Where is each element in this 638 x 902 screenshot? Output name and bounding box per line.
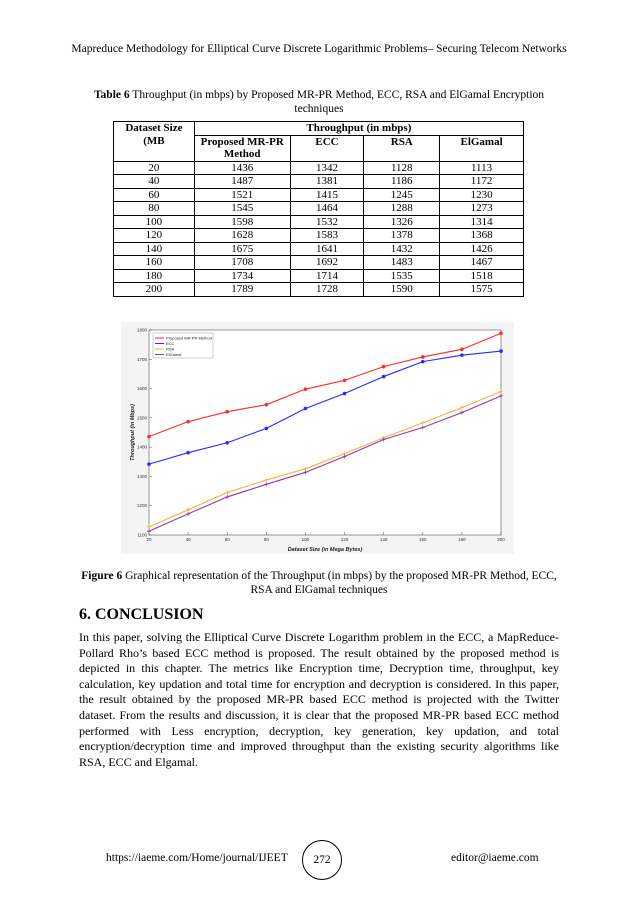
journal-url-link[interactable]: https://iaeme.com/Home/journal/IJEET [106,852,288,864]
y-tick-label: 1300 [136,473,147,479]
table-cell: 1641 [290,242,364,256]
legend-entry: RSA [166,346,175,352]
table-cell: 1467 [440,256,524,270]
x-tick-label: 120 [340,537,349,542]
table-cell: 1483 [364,256,440,270]
x-tick-label: 60 [224,537,230,542]
table-caption-text: Throughput (in mbps) by Proposed MR-PR Method, ECC, RSA and ElGamal Encryption techniques [129,89,545,115]
table-cell: 1487 [194,175,290,189]
table-row [114,242,524,256]
y-tick-label: 1400 [136,444,147,450]
table-cell: 1172 [440,175,524,189]
throughput-figure [121,322,514,554]
header-dataset-size: Dataset Size (MB [114,122,195,162]
legend-entry: ECC [166,341,175,346]
y-axis-label: Throughput (in Mbps) [130,404,136,461]
table-cell: 1532 [290,215,364,229]
table-cell: 1342 [290,161,364,175]
table-cell: 100 [114,215,195,229]
table-cell: 1464 [290,202,364,216]
table-cell: 1628 [194,229,290,243]
table-row [114,202,524,216]
table-cell: 1230 [440,188,524,202]
figure-caption-label: Figure 6 [81,570,123,582]
table-cell: 1598 [194,215,290,229]
table-cell: 1186 [364,175,440,189]
table-cell: 140 [114,242,195,256]
table-row [114,269,524,283]
data-point [147,462,151,466]
table-cell: 1575 [440,283,524,297]
table-cell: 1326 [364,215,440,229]
figure-caption-text: Graphical representation of the Throughput (in mbps) by the proposed MR-PR Method, ECC, RSA and ElGamal techniques [122,570,557,596]
table-cell: 180 [114,269,195,283]
table-cell: 1714 [290,269,364,283]
data-point [460,348,464,352]
x-tick-label: 80 [263,537,269,542]
table-cell: 160 [114,256,195,270]
page-number: 272 [302,840,342,880]
y-tick-label: 1500 [136,415,147,421]
table-cell: 1728 [290,283,364,297]
data-point [343,379,347,383]
x-tick-label: 160 [419,537,427,542]
table-cell: 1583 [290,229,364,243]
data-point [186,451,190,455]
table-row [114,215,524,229]
header-rsa: RSA [364,135,440,161]
table-cell: 1415 [290,188,364,202]
section-heading: 6. CONCLUSION [79,606,204,623]
data-point [499,349,503,353]
data-point [147,435,151,439]
data-point [186,420,190,424]
table-caption-label: Table 6 [93,89,130,101]
table-cell: 80 [114,202,195,216]
throughput-table [113,121,524,297]
table-cell: 1113 [440,161,524,175]
email-link[interactable]: editor@iaeme.com [451,852,539,864]
table-row [114,188,524,202]
header-throughput-group: Throughput (in mbps) [194,122,523,136]
table-cell: 1590 [364,283,440,297]
table-cell: 1789 [194,283,290,297]
data-point [265,427,269,431]
table-cell: 1692 [290,256,364,270]
header-mrpr: Proposed MR-PR Method [194,135,290,161]
table-cell: 1436 [194,161,290,175]
page-footer [0,840,638,880]
header-elgamal: ElGamal [440,135,524,161]
data-point [460,353,464,357]
table-cell: 1518 [440,269,524,283]
data-point [499,331,503,335]
data-point [421,360,425,364]
x-tick-label: 140 [379,537,388,542]
table-cell: 1273 [440,202,524,216]
table-cell: 1521 [194,188,290,202]
x-axis-label: Dataset Size (in Mega Bytes) [287,547,363,553]
table-row [114,283,524,297]
data-point [343,392,347,396]
table-row [114,256,524,270]
table-cell: 1288 [364,202,440,216]
table-row [114,229,524,243]
table-cell: 1368 [440,229,524,243]
y-tick-label: 1700 [136,356,147,362]
data-point [265,403,269,407]
table-cell: 1426 [440,242,524,256]
table-cell: 60 [114,188,195,202]
table-cell: 20 [114,161,195,175]
data-point [225,441,229,445]
throughput-line-chart [121,322,514,554]
table-cell: 1245 [364,188,440,202]
y-tick-label: 1800 [136,327,147,333]
table-cell: 200 [114,283,195,297]
data-point [382,365,386,369]
table-caption [70,88,568,116]
figure-caption [70,569,568,597]
table-cell: 1381 [290,175,364,189]
y-tick-label: 1200 [136,503,147,509]
table-cell: 40 [114,175,195,189]
data-point [304,407,308,411]
x-tick-label: 20 [146,537,152,542]
table-cell: 1128 [364,161,440,175]
data-point [304,387,308,391]
x-tick-label: 100 [301,537,310,542]
x-tick-label: 200 [497,537,505,542]
data-point [382,375,386,379]
table-cell: 1378 [364,229,440,243]
running-header: Mapreduce Methodology for Elliptical Curve Discrete Logarithmic Problems– Securing Telecom Networks [71,43,567,55]
table-row [114,175,524,189]
table-cell: 1734 [194,269,290,283]
y-tick-label: 1600 [136,386,147,392]
header-ecc: ECC [290,135,364,161]
legend-entry: Proposed MR-PR Method [166,335,212,341]
x-tick-label: 180 [458,537,466,542]
y-tick-label: 1100 [137,532,147,538]
x-tick-label: 40 [185,537,191,542]
table-cell: 120 [114,229,195,243]
table-cell: 1545 [194,202,290,216]
data-point [225,410,229,414]
table-cell: 1314 [440,215,524,229]
data-point [421,355,425,359]
legend-entry: ElGamal [166,352,182,357]
table-cell: 1708 [194,256,290,270]
table-row [114,161,524,175]
table-cell: 1432 [364,242,440,256]
table-cell: 1675 [194,242,290,256]
conclusion-paragraph: In this paper, solving the Elliptical Curve Discrete Logarithm problem in the ECC, a MapReduce-Pollard Rho’s based ECC method is proposed. The result obtained by the proposed method is depicted in this chapter. The metrics like Encryption time, Decryption time, throughput, key calculation, key updation and total time for encryption and decryption is considered. In this paper, the result obtained by the proposed MR-PR based ECC method is projected with the Twitter dataset. From the results and discussion, it is clear that the proposed MR-PR based ECC method performed with Less encryption, decryption, key generation, key updation, and total encryption/decryption time and improved throughput than the existing security algorithms like RSA, ECC and Elgamal. [79,630,559,769]
table-cell: 1535 [364,269,440,283]
table-body [114,161,524,296]
